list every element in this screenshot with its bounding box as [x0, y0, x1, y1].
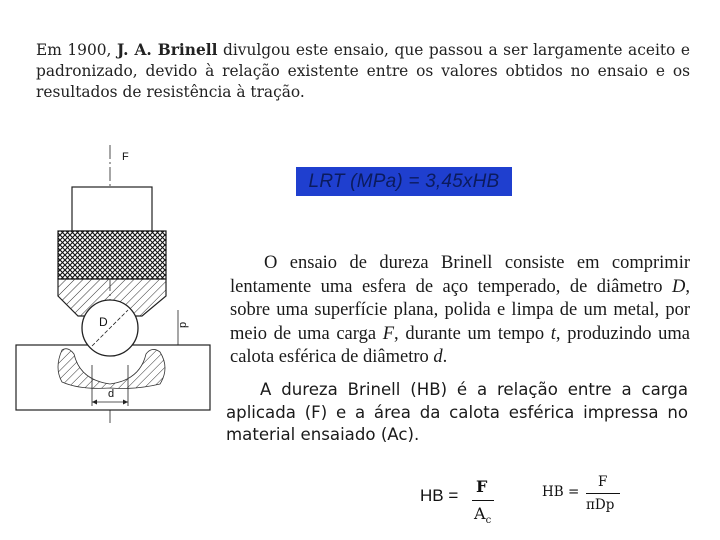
para1-time-symbol: t: [550, 323, 556, 344]
para1-text-2: , sobre uma superfície plana, polida e limpa de um metal, por meio de uma carga: [230, 276, 690, 344]
hb1-fraction-line: [472, 500, 494, 501]
para1-text-5: .: [442, 347, 448, 367]
force-label: F: [122, 151, 129, 163]
hb2-fraction-line: [586, 493, 620, 494]
impression-diameter-label: d: [108, 388, 115, 400]
para1-cap-diameter-symbol: d: [433, 347, 443, 367]
intro-brinell-name: J. A. Brinell: [117, 41, 218, 59]
depth-label: p: [177, 321, 189, 328]
intro-text-rest: divulgou este ensaio, que passou a ser largamente aceito e padronizado, devido à relação existente entre os valores obtidos no ensaio e os resultados de resistência à tração.: [36, 41, 690, 101]
para1-load-symbol: F: [382, 323, 395, 344]
hb1-numerator: F: [476, 477, 488, 496]
lrt-formula-box: LRT (MPa) = 3,45xHB: [296, 167, 512, 196]
intro-text-start: Em 1900,: [36, 41, 117, 59]
ball-diameter-label: D: [99, 315, 108, 329]
brinell-description-paragraph: [230, 252, 690, 370]
hb1-denominator: $A_c$: [474, 504, 492, 527]
hb2-numerator: F: [598, 474, 608, 490]
para2-text: A dureza Brinell (HB) é a relação entre a carga aplicada (F) e a área da calota esférica impressa no material ensaiado (Ac).: [226, 380, 688, 444]
para1-text-4: , produzindo uma calota esférica de diâmetro: [230, 323, 690, 367]
para1-text-3: , durante um tempo: [394, 323, 551, 344]
intro-paragraph: [36, 40, 690, 103]
knurled-holder: [58, 231, 166, 279]
brinell-hardness-definition: [226, 379, 688, 447]
para1-text-1: O ensaio de dureza Brinell consiste em comprimir lentamente uma esfera de aço temperado, de diâmetro: [230, 253, 690, 297]
hb2-denominator: πDp: [586, 497, 615, 513]
hb1-lhs: HB =: [420, 486, 459, 505]
brinell-test-diagram: [10, 140, 220, 430]
hb2-lhs: HB =: [542, 484, 580, 500]
upper-shaft: [72, 187, 152, 231]
para1-diameter-symbol: D: [672, 276, 686, 297]
